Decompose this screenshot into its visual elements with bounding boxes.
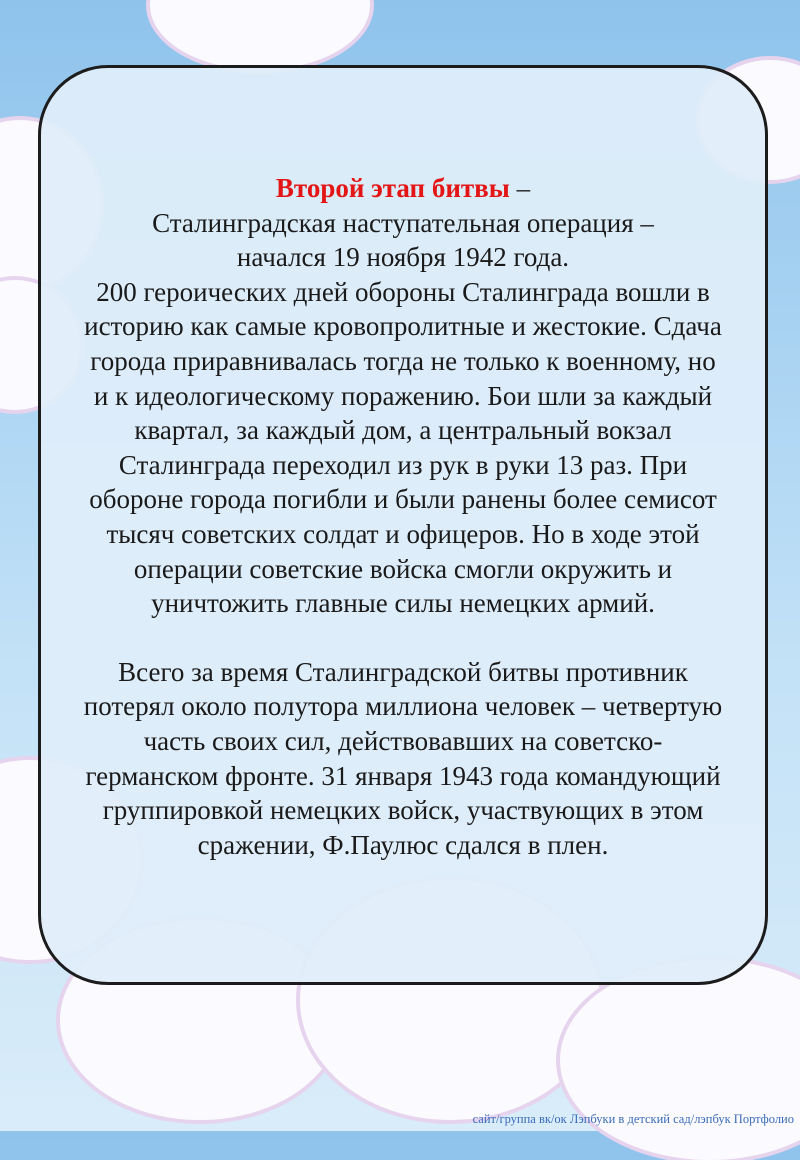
text-line: потерял около полутора миллиона человек – четвертую xyxy=(83,691,723,722)
text-line: начался 19 ноября 1942 года. xyxy=(236,242,570,273)
text-line: Сталинградская наступательная операция – xyxy=(152,207,654,238)
text-line: операции советские войска смогли окружить и xyxy=(133,553,673,584)
cloud-decoration xyxy=(150,0,370,70)
text-line: уничтожить главные силы немецких армий. xyxy=(151,588,655,619)
text-line: тысяч советских солдат и офицеров. Но в ходе этой xyxy=(106,518,700,549)
text-line: и к идеологическому поражению. Бои шли за каждый xyxy=(93,380,713,411)
footer-credit: сайт/группа вк/ок Лэпбуки в детский сад/лэпбук Портфолио xyxy=(472,1112,794,1126)
text-line: Сталинграда переходил из рук в руки 13 раз. При xyxy=(118,449,688,480)
paragraph-gap xyxy=(41,621,765,655)
text-line: часть своих сил, действовавших на советско- xyxy=(143,725,663,756)
text-line: квартал, за каждый дом, а центральный вокзал xyxy=(134,415,672,446)
heading xyxy=(41,171,765,206)
text-line: обороне города погибли и были ранены более семисот xyxy=(89,484,717,515)
text-line: сражении, Ф.Паулюс сдался в плен. xyxy=(197,829,609,860)
heading-dash: – xyxy=(509,173,531,203)
text-line: германском фронте. 31 января 1943 года командующий xyxy=(85,760,721,791)
heading-highlight: Второй этап битвы xyxy=(275,173,510,203)
text-line: Всего за время Сталинградской битвы противник xyxy=(118,656,688,687)
text-line: города приравнивалась тогда не только к военному, но xyxy=(90,345,716,376)
text-line: группировкой немецких войск, участвующих в этом xyxy=(102,795,704,826)
text-line: 200 героических дней обороны Сталинграда вошли в xyxy=(96,276,710,307)
text-card xyxy=(38,65,768,985)
card-content xyxy=(41,171,765,862)
text-line: историю как самые кровопролитные и жестокие. Сдача xyxy=(84,311,722,342)
